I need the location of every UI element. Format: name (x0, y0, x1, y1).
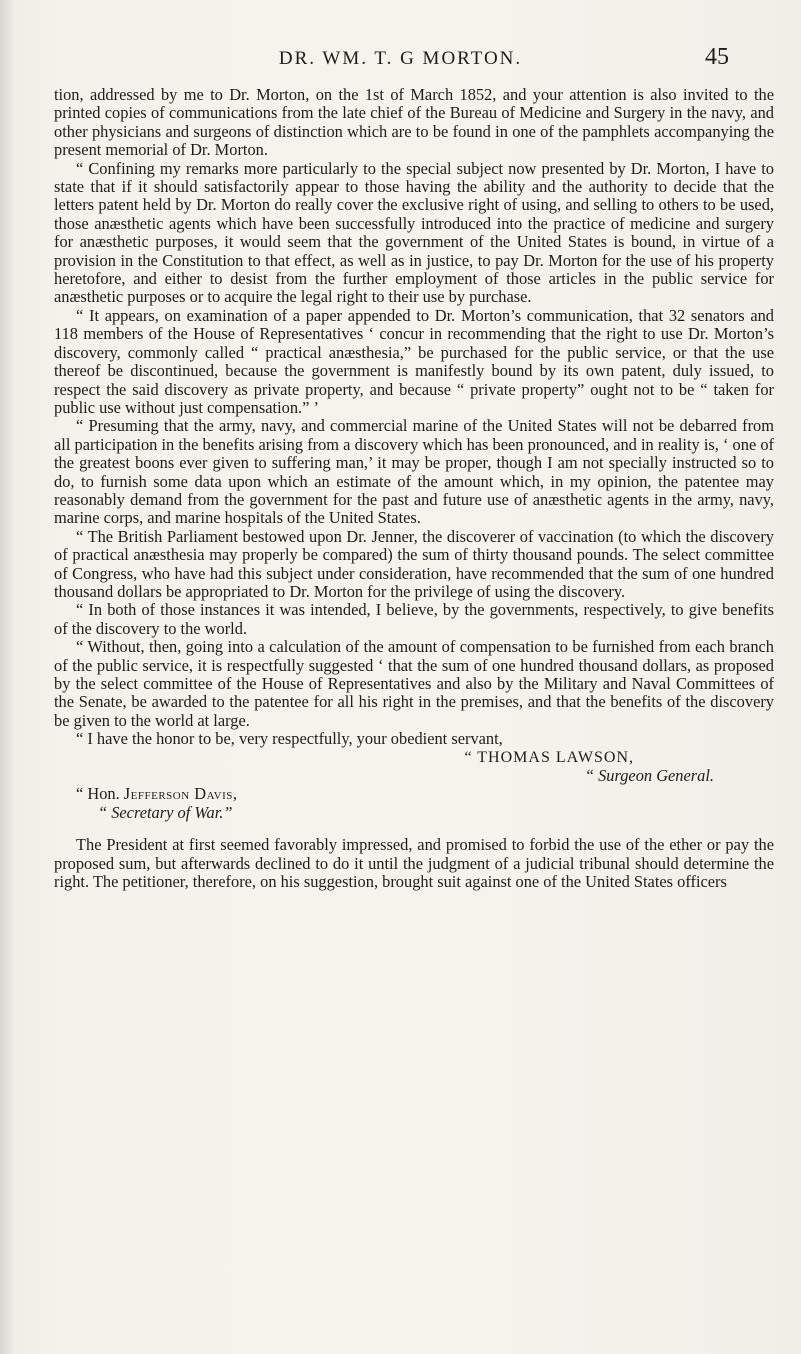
paragraph: “ Presuming that the army, navy, and commercial marine of the United States will not be debarred from all participation in the benefits arising from a discovery which has been pronounced, and in reality is, ‘ one of the greatest boons ever given to suffering man,’ it may be proper, though I am not specially instructed so to do, to furnish some data upon which an estimate of the amount which, in my opinion, the patentee may reasonably demand from the government for the past and future use of anæsthetic agents in the army, navy, marine corps, and marine hospitals of the United States. (54, 416, 774, 528)
paragraph: “ Confining my remarks more particularly to the special subject now presented by Dr. Morton, I have to state that if it should satisfactorily appear to those having the ability and the authority to decide that the letters patent held by Dr. Morton do really cover the exclusive right of using, and selling to others to be used, those anæsthetic agents which have been successfully introduced into the practice of medicine and surgery for anæsthetic purposes, it would seem that the government of the United States is bound, in virtue of a provision in the Constitution to that effect, as well as in justice, to pay Dr. Morton for the use of his property heretofore, and either to desist from the further employment of those articles in the public service for anæsthetic purposes or to acquire the legal right to their use by purchase. (54, 158, 774, 307)
addressee-name: Jefferson Davis, (123, 784, 238, 804)
closing-line: “ I have the honor to be, very respectfully, your obedient servant, (76, 729, 503, 749)
paragraph: “ Without, then, going into a calculation of the amount of compensation to be furnished from each branch of the public service, it is respectfully suggested ‘ that the sum of one hundred thousand dollars, as proposed by the select committee of the House of Representatives and also by the Military and Naval Committees of the Senate, be awarded to the patentee for all his right in the premises, and that the benefits of the discovery be given to the world at large. (54, 637, 774, 730)
signature-name: “ THOMAS LAWSON, (464, 748, 634, 766)
body-text (54, 86, 774, 891)
paragraph: The President at first seemed favorably impressed, and promised to forbid the use of the ether or pay the proposed sum, but afterwards declined to do it until the judgment of a judicial tribunal should determine the right. The petitioner, therefore, on his suggestion, brought suit against one of the United States officers (54, 835, 774, 892)
paragraph: “ In both of those instances it was intended, I believe, by the governments, respectively, to give benefits of the discovery to the world. (54, 600, 774, 638)
paragraph: “ It appears, on examination of a paper appended to Dr. Morton’s communication, that 32 senators and 118 members of the House of Representatives ‘ concur in recommending that the right to use Dr. Morton’s discovery, commonly called “ practical anæsthesia,” be purchased for the public service, or that the use thereof be discontinued, because the government is manifestly bound by its own patent, duly issued, to respect the said discovery as private property, and because “ private property” ought not to be “ taken for public use without just compensation.” ’ (54, 305, 774, 417)
addressee-role: “ Secretary of War.” (98, 802, 233, 822)
paragraph: “ The British Parliament bestowed upon Dr. Jenner, the discoverer of vaccination (to which the discovery of practical anæsthesia may properly be compared) the sum of thirty thousand pounds. The select committee of Congress, who have had this subject under consideration, have recommended that the sum of one hundred thousand dollars be appropriated to Dr. Morton for the privilege of using the discovery. (54, 526, 774, 601)
addressee-prefix: “ Hon. (76, 784, 124, 804)
page-number: 45 (705, 44, 729, 70)
signature-title: “ Surgeon General. (584, 766, 714, 786)
addressee-line (54, 785, 774, 803)
binding-shadow (0, 0, 14, 1354)
paragraph: tion, addressed by me to Dr. Morton, on the 1st of March 1852, and your attention is also invited to the printed copies of communications from the late chief of the Bureau of Medicine and Surgery in the navy, and other physicians and surgeons of distinction which are to be found in one of the pamphlets accompanying the present memorial of Dr. Morton. (54, 85, 774, 160)
running-head: DR. WM. T. G MORTON. (278, 48, 523, 69)
spacer (54, 822, 774, 836)
